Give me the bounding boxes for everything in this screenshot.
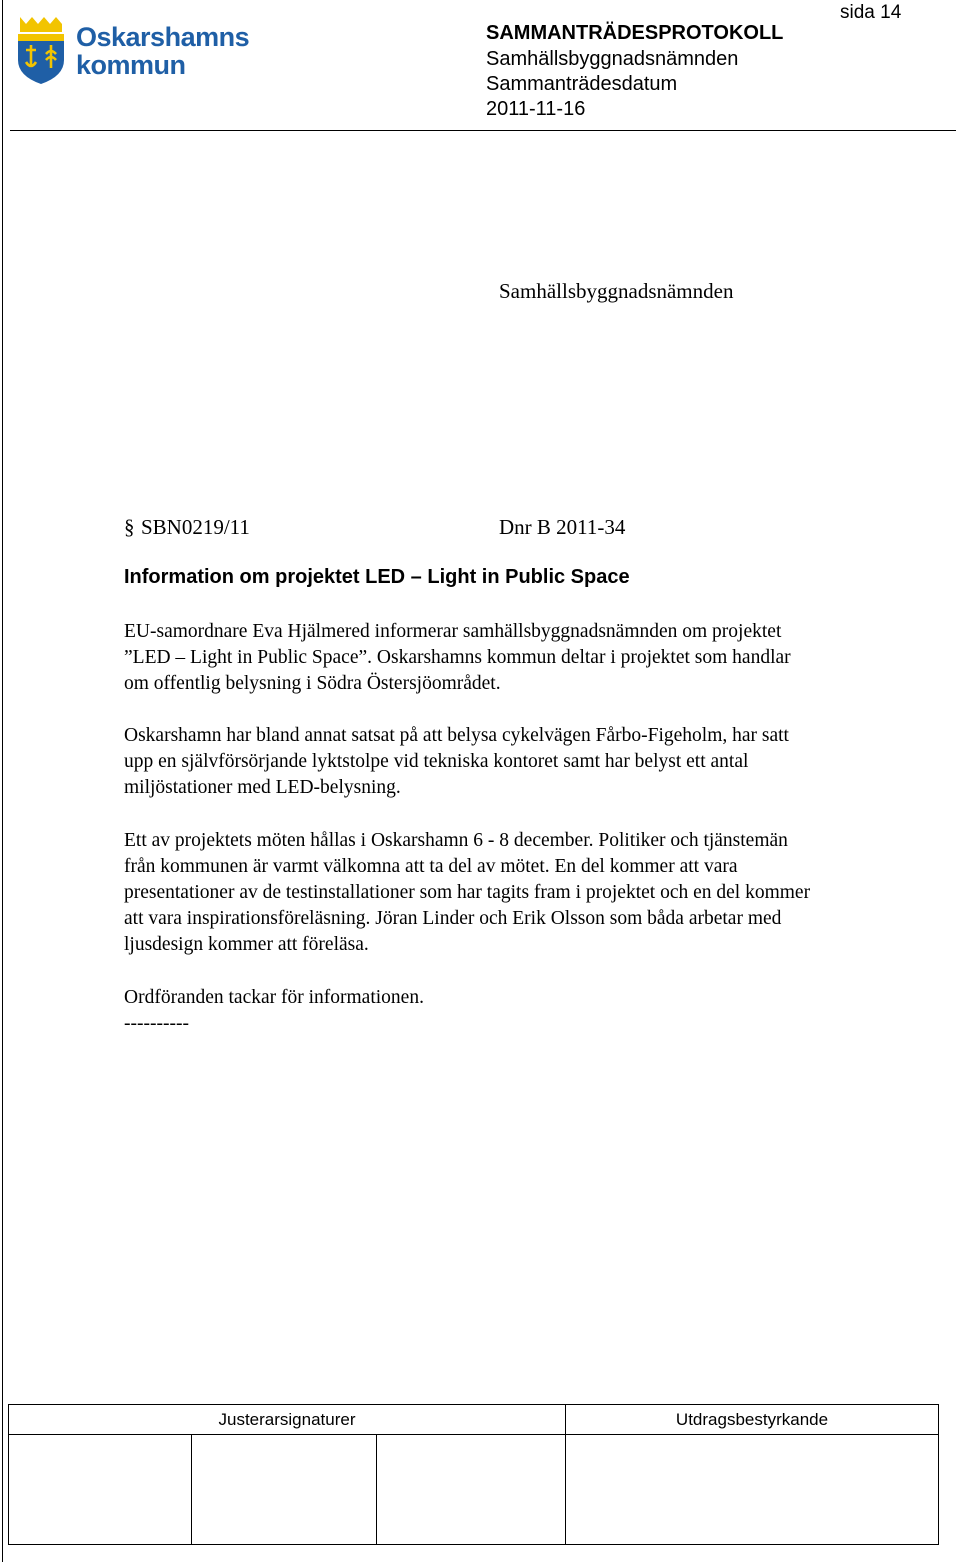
- signature-box: [192, 1435, 377, 1545]
- closing-statement: Ordföranden tackar för informationen.: [124, 987, 424, 1008]
- extract-certification-box: [566, 1435, 939, 1545]
- logo-line-1: Oskarshamns: [76, 22, 250, 52]
- body-paragraph: EU-samordnare Eva Hjälmered informerar samhällsbyggnadsnämnden om projektet ”LED – Light in Public Space”. Oskarshamns kommun deltar i projektet som handlar om offentlig belysning i Södra Östersjöområdet.: [124, 621, 791, 694]
- meeting-date: 2011-11-16: [486, 98, 586, 120]
- coat-of-arms-icon: [14, 14, 68, 86]
- committee-heading: Samhällsbyggnadsnämnden: [499, 279, 734, 303]
- case-number: SBN0219/11: [141, 515, 250, 539]
- logo-line-2: kommun: [76, 50, 186, 80]
- extract-label: Utdragsbestyrkande: [566, 1405, 939, 1435]
- body-paragraph: Oskarshamn har bland annat satsat på att belysa cykelvägen Fårbo-Figeholm, har satt upp en självförsörjande lyktstolpe vid tekniska kontoret samt har belyst ett antal miljöstationer med LED-belysning.: [124, 725, 789, 798]
- document-type: SAMMANTRÄDESPROTOKOLL: [486, 22, 784, 44]
- oskarshamn-logo: [14, 14, 264, 86]
- item-title: Information om projektet LED – Light in Public Space: [124, 566, 630, 588]
- section-end-marker: ----------: [124, 1013, 189, 1034]
- header-committee: Samhällsbyggnadsnämnden: [486, 48, 739, 70]
- left-margin-rule: [2, 0, 3, 1562]
- signature-table: [8, 1404, 939, 1545]
- meeting-date-label: Sammanträdesdatum: [486, 73, 678, 95]
- signature-box: [9, 1435, 192, 1545]
- registration-number: Dnr B 2011-34: [499, 515, 626, 539]
- header-divider: [10, 130, 956, 131]
- signature-box: [377, 1435, 566, 1545]
- page-number: sida 14: [840, 2, 902, 23]
- section-sign: §: [124, 515, 135, 539]
- body-paragraph: Ett av projektets möten hållas i Oskarshamn 6 - 8 december. Politiker och tjänstemän från kommunen är varmt välkomna att ta del av mötet. En del kommer att vara presentationer av de testinstallationer som har tagits fram i projektet och en del kommer att vara inspirationsföreläsning. Jöran Linder och Erik Olsson som båda arbetar med ljusdesign kommer att föreläsa.: [124, 830, 811, 955]
- signatures-label: Justerarsignaturer: [9, 1405, 566, 1435]
